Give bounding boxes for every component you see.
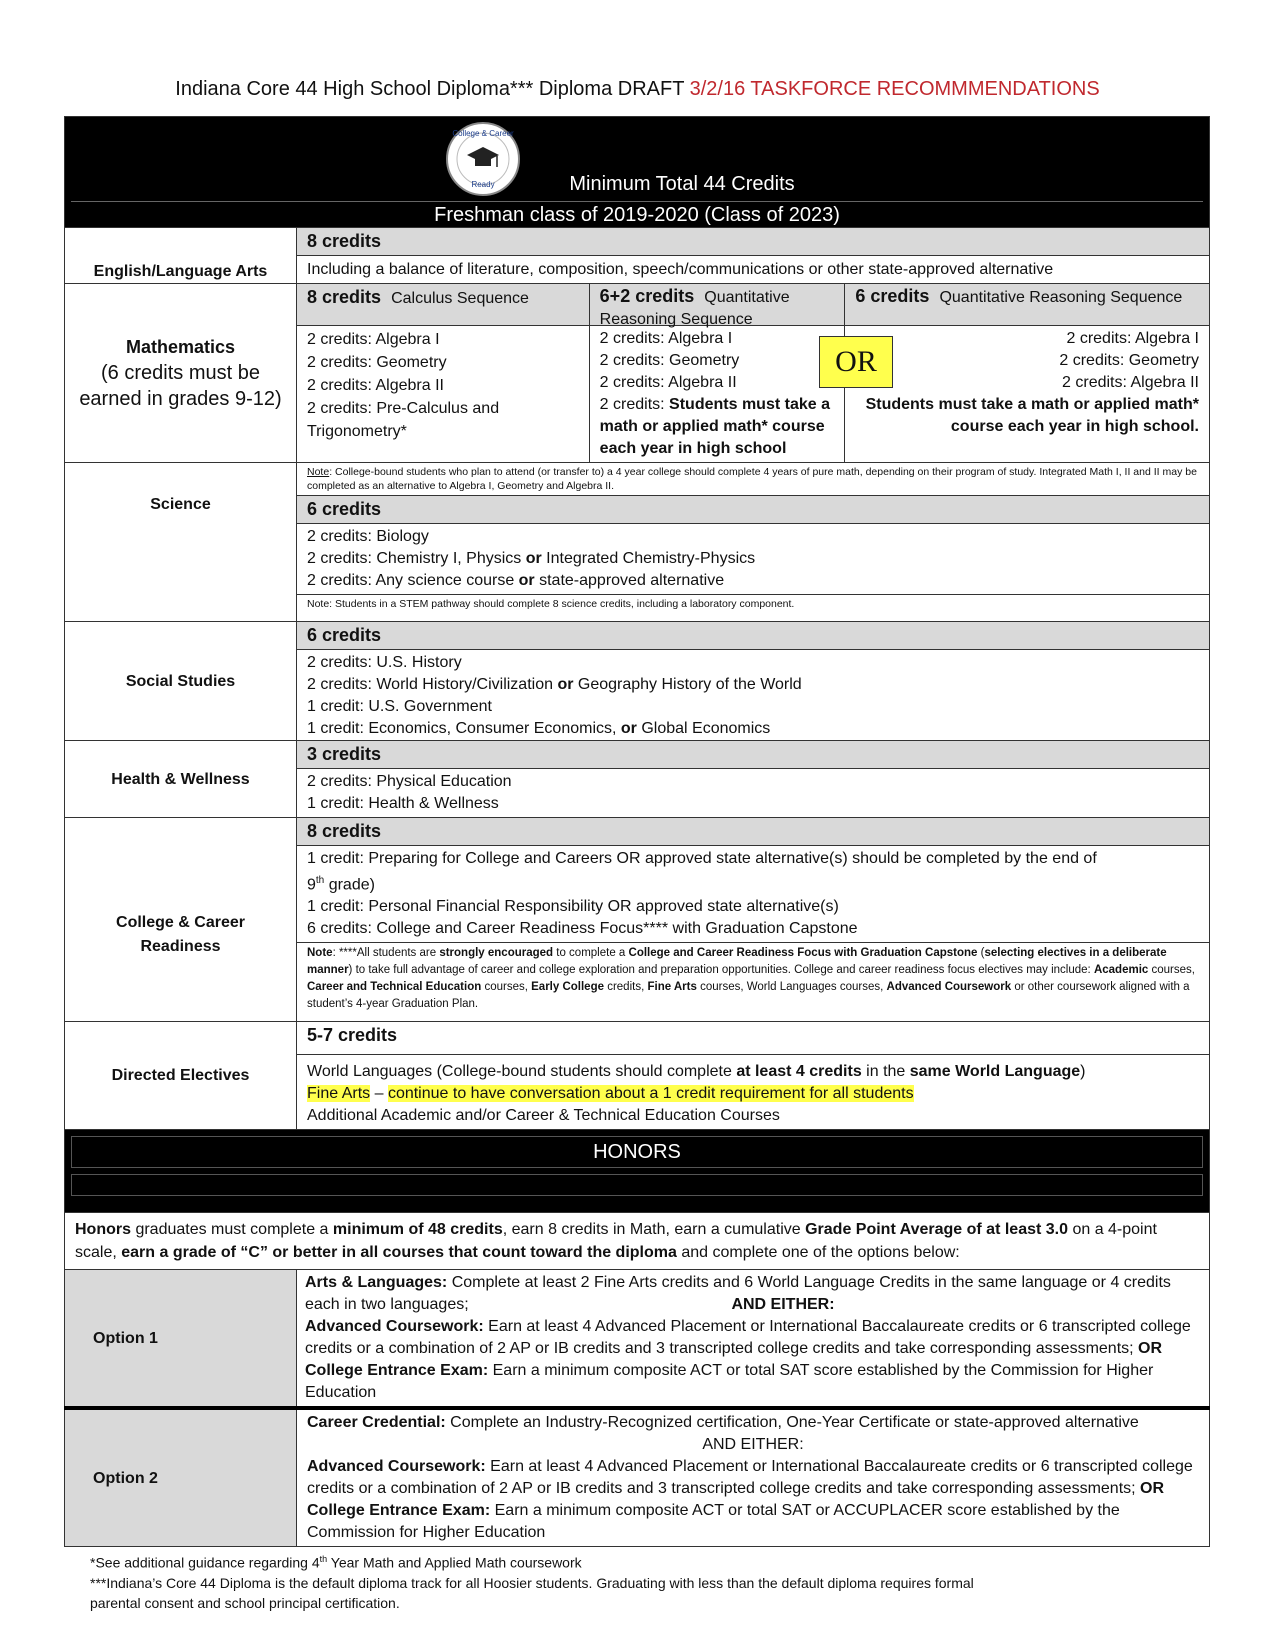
subject-social-studies: Social Studies (65, 622, 297, 741)
math-item: 2 credits: Geometry (307, 354, 447, 371)
subject-math: Mathematics (6 credits must be earned in grades 9-12) (65, 284, 297, 463)
science-credits: 6 credits (297, 496, 1209, 524)
subject-electives: Directed Electives (65, 1022, 297, 1130)
option-1-content: Arts & Languages: Complete at least 2 Fine Arts credits and 6 World Language Credits in the same language or 4 credits each in two languages; AND EITHER: Advanced Coursework: Earn at least 4 Advanced Placement or International Baccalaureate credits or 6 transcripted college credits or a combination of 2 AP or IB credits and 3 transcripted college credits and take corresponding assessments; OR College Entrance Exam: Earn a minimum composite ACT or total SAT score established by the Commission for Higher Education (297, 1270, 1210, 1409)
option-1-label: Option 1 (65, 1270, 297, 1409)
math-item: 2 credits: Algebra II (599, 374, 737, 391)
logo-text-bottom: Ready (471, 180, 495, 189)
science-note: Note: Students in a STEM pathway should complete 8 science credits, including a laboratory component. (297, 594, 1209, 621)
math-col-qr-6plus2: 6+2 credits Quantitative Reasoning Sequence 2 credits: Algebra I 2 credits: Geometry 2 credits: Algebra II 2 credits: Students must take a math or applied math* course each year in high school (590, 284, 846, 462)
logo-text-top: College & Career (452, 129, 514, 138)
math-col-calculus: 8 credits Calculus Sequence 2 credits: Algebra I 2 credits: Geometry 2 credits: Algebra II 2 credits: Pre-Calculus and Trigonometry* (297, 284, 590, 462)
subject-health: Health & Wellness (65, 741, 297, 818)
social-content: 6 credits 2 credits: U.S. History 2 credits: World History/Civilization or Geography History of the World 1 credit: U.S. Government 1 credit: Economics, Consumer Economics, or Global Economics (297, 622, 1210, 741)
electives-content: 5-7 credits World Languages (College-bound students should complete at least 4 credits in the same World Language) Fine Arts – continue to have conversation about a 1 credit requirement for all students Additional Academic and/or Career & Technical Education Courses (297, 1022, 1210, 1130)
honors-header: HONORS (65, 1130, 1210, 1213)
ccr-content: 8 credits 1 credit: Preparing for College and Careers OR approved state alternative(s) should be completed by the end of 9th grade) 1 credit: Personal Financial Responsibility OR approved state alternative(s) 6 credits: College and Career Readiness Focus**** with Graduation Capstone Note: ****All students are strongly encouraged to complete a College and Career Readiness Focus with Graduation Capstone (selecting electives in a deliberate manner) to take full advantage of career and college exploration and preparation opportunities. College and career readiness focus electives may include: Academic courses, Career and Technical Education courses, Early College credits, Fine Arts courses, World Languages courses, Advanced Coursework or other coursework aligned with a student’s 4-year Graduation Plan. (297, 818, 1210, 1022)
subject-ccr: College & Career Readiness (65, 818, 297, 1022)
math-col-qr-6: 6 credits Quantitative Reasoning Sequence 2 credits: Algebra I 2 credits: Geometry 2 credits: Algebra II Students must take a math or applied math* course each year in high school. (845, 284, 1209, 462)
ela-content (297, 228, 1210, 284)
ela-credits: 8 credits (297, 228, 1209, 256)
header-line2: Freshman class of 2019-2020 (Class of 2023) (71, 201, 1203, 227)
honors-intro: Honors graduates must complete a minimum of 48 credits, earn 8 credits in Math, earn a cumulative Grade Point Average of at least 3.0 on a 4-point scale, earn a grade of “C” or better in all courses that count toward the diploma and complete one of the options below: (65, 1213, 1210, 1270)
diploma-table (64, 116, 1209, 1613)
health-content: 3 credits 2 credits: Physical Education 1 credit: Health & Wellness (297, 741, 1210, 818)
subject-science: Science (65, 463, 297, 622)
math-content (297, 284, 1210, 463)
math-item: 2 credits: Algebra I (599, 330, 733, 347)
or-badge: OR (819, 336, 893, 388)
math-item: 2 credits: Algebra I (1066, 330, 1199, 347)
math-item: 2 credits: Geometry (599, 352, 740, 369)
math-note: Note: College-bound students who plan to attend (or transfer to) a 4 year college should complete 4 years of pure math, depending on their program of study. Integrated Math I, II and II may be completed as an alternative to Algebra I, Geometry and Algebra II. (297, 463, 1209, 496)
ela-text: Including a balance of literature, composition, speech/communications or other state-approved alternative (307, 261, 1054, 278)
math-item: Trigonometry* (307, 423, 407, 440)
science-content: Note: College-bound students who plan to attend (or transfer to) a 4 year college should complete 4 years of pure math, depending on their program of study. Integrated Math I, II and II may be completed as an alternative to Algebra I, Geometry and Algebra II. 6 credits 2 credits: Biology 2 credits: Chemistry I, Physics or Integrated Chemistry-Physics 2 credits: Any science course or state-approved alternative Note: Students in a STEM pathway should complete 8 science credits, including a laboratory component. (297, 463, 1210, 622)
math-item: 2 credits: Algebra II (1062, 374, 1199, 391)
option-2-label: Option 2 (65, 1408, 297, 1547)
ccr-note: Note: ****All students are strongly encouraged to complete a College and Career Readiness Focus with Graduation Capstone (selecting electives in a deliberate manner) to take full advantage of career and college exploration and preparation opportunities. College and career readiness focus electives may include: Academic courses, Career and Technical Education courses, Early College credits, Fine Arts courses, World Languages courses, Advanced Coursework or other coursework aligned with a student’s 4-year Graduation Plan. (307, 947, 1195, 1011)
subject-ela: English/Language Arts (65, 228, 297, 284)
header-block (65, 117, 1210, 228)
page-title: Indiana Core 44 High School Diploma*** Diploma DRAFT 3/2/16 TASKFORCE RECOMMMENDATIONS (175, 78, 1100, 100)
math-item: 2 credits: Geometry (1059, 352, 1199, 369)
footnotes: *See additional guidance regarding 4th Year Math and Applied Math coursework ***Indiana’s Core 44 Diploma is the default diploma track for all Hoosier students. Graduating with less than the default diploma requires formal parental consent and school principal certification. (90, 1554, 974, 1611)
option-2-content: Career Credential: Complete an Industry-Recognized certification, One-Year Certificate or state-approved alternative AND EITHER: Advanced Coursework: Earn at least 4 Advanced Placement or International Baccalaureate credits or 6 transcripted college credits or a combination of 2 AP or IB credits and 3 transcripted college credits and take corresponding assessments; OR College Entrance Exam: Earn a minimum composite ACT or total SAT or ACCUPLACER score established by the Commission for Higher Education (297, 1408, 1210, 1547)
math-item: 2 credits: Algebra II (307, 377, 444, 394)
math-item: 2 credits: Algebra I (307, 331, 440, 348)
header-line1: Minimum Total 44 Credits (569, 173, 795, 195)
math-item: 2 credits: Pre-Calculus and (307, 400, 500, 417)
